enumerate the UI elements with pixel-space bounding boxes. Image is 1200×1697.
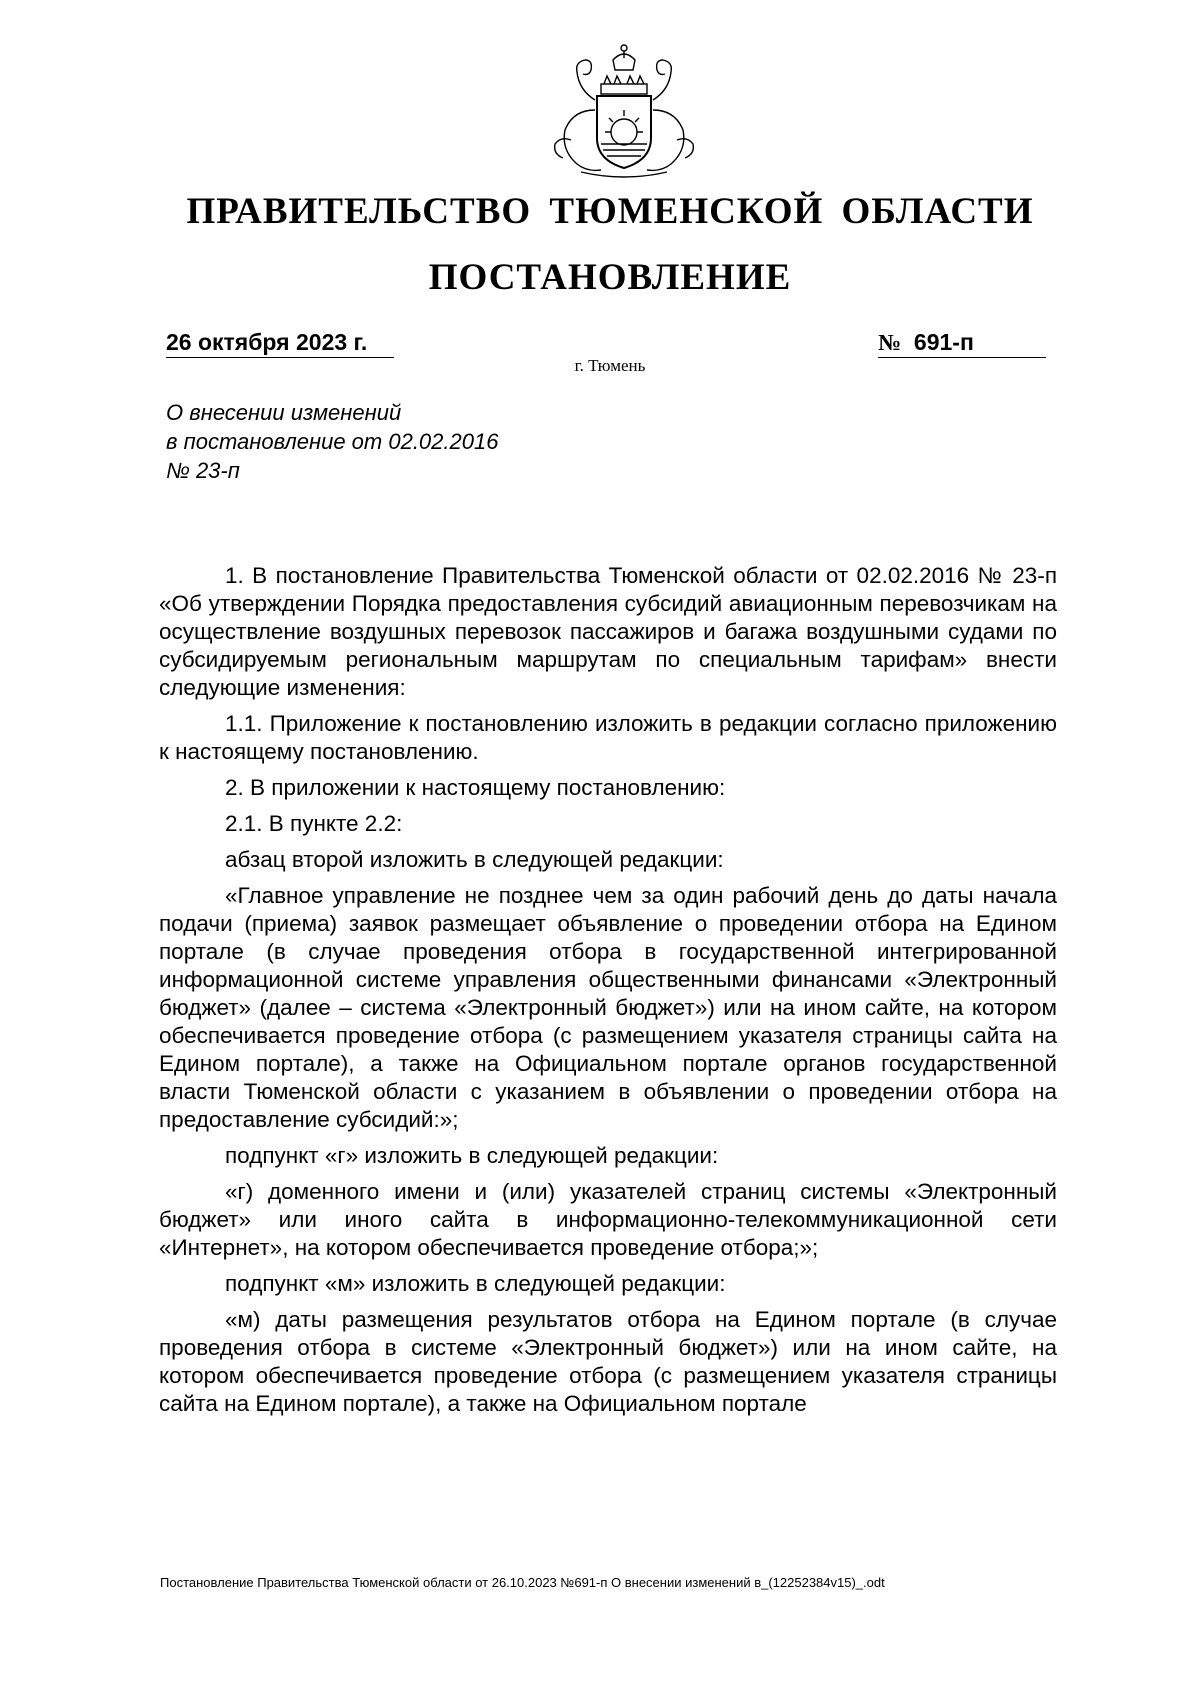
document-date: 26 октября 2023 г. xyxy=(166,327,394,358)
paragraph: абзац второй изложить в следующей редакции: xyxy=(225,847,724,872)
document-subject xyxy=(166,398,498,485)
paragraph: 1. В постановление Правительства Тюменской области от 02.02.2016 № 23-п «Об утверждении Порядка предоставления субсидий авиационным перевозчикам на осуществление воздушных перевозок пассажиров и багажа воздушными судами по субсидируемым региональным маршрутам по специальным тарифам» внести следующие изменения: xyxy=(159,563,1057,700)
page-footer: Постановление Правительства Тюменской области от 26.10.2023 №691-п О внесении изменений в_(12252384v15)_.odt xyxy=(160,1575,885,1590)
paragraph: 1.1. Приложение к постановлению изложить в редакции согласно приложению к настоящему постановлению. xyxy=(159,711,1057,764)
paragraph: «м) даты размещения результатов отбора на Едином портале (в случае проведения отбора в системе «Электронный бюджет») или на ином сайте, на котором обеспечивается проведение отбора (с размещением указателя страницы сайта на Едином портале), а также на Официальном портале xyxy=(159,1307,1057,1416)
paragraph: 2.1. В пункте 2.2: xyxy=(225,811,403,836)
coat-of-arms-icon xyxy=(541,40,707,180)
paragraph: «г) доменного имени и (или) указателей страниц системы «Электронный бюджет» или иного сайта в информационно-телекоммуникационной сети «Интернет», на котором обеспечивается проведение отбора;»; xyxy=(159,1179,1057,1260)
number-sign: № xyxy=(878,330,902,355)
number-value: 691-п xyxy=(913,329,974,355)
paragraph: подпункт «м» изложить в следующей редакции: xyxy=(225,1271,726,1296)
paragraph: 2. В приложении к настоящему постановлению: xyxy=(225,775,726,800)
city: г. Тюмень xyxy=(574,356,646,375)
subject-line: О внесении изменений xyxy=(166,400,402,425)
paragraph: подпункт «г» изложить в следующей редакции: xyxy=(225,1143,719,1168)
paragraph: «Главное управление не позднее чем за один рабочий день до даты начала подачи (приема) заявок размещает объявление о проведении отбора на Едином портале (в случае проведения отбора в государственной интегрированной информационной системе управления общественными финансами «Электронный бюджет» (далее – система «Электронный бюджет») или на ином сайте, на котором обеспечивается проведение отбора (с размещением указателя страницы сайта на Едином портале), а также на Официальном портале органов государственной власти Тюменской области с указанием в объявлении о проведении отбора на предоставление субсидий:»; xyxy=(159,883,1057,1132)
document-type: ПОСТАНОВЛЕНИЕ xyxy=(428,257,792,298)
government-title: ПРАВИТЕЛЬСТВО ТЮМЕНСКОЙ ОБЛАСТИ xyxy=(186,191,1034,232)
document-body xyxy=(159,562,1057,1426)
document-number xyxy=(878,327,1046,358)
subject-line: в постановление от 02.02.2016 xyxy=(166,429,499,454)
subject-line: № 23-п xyxy=(166,458,240,483)
